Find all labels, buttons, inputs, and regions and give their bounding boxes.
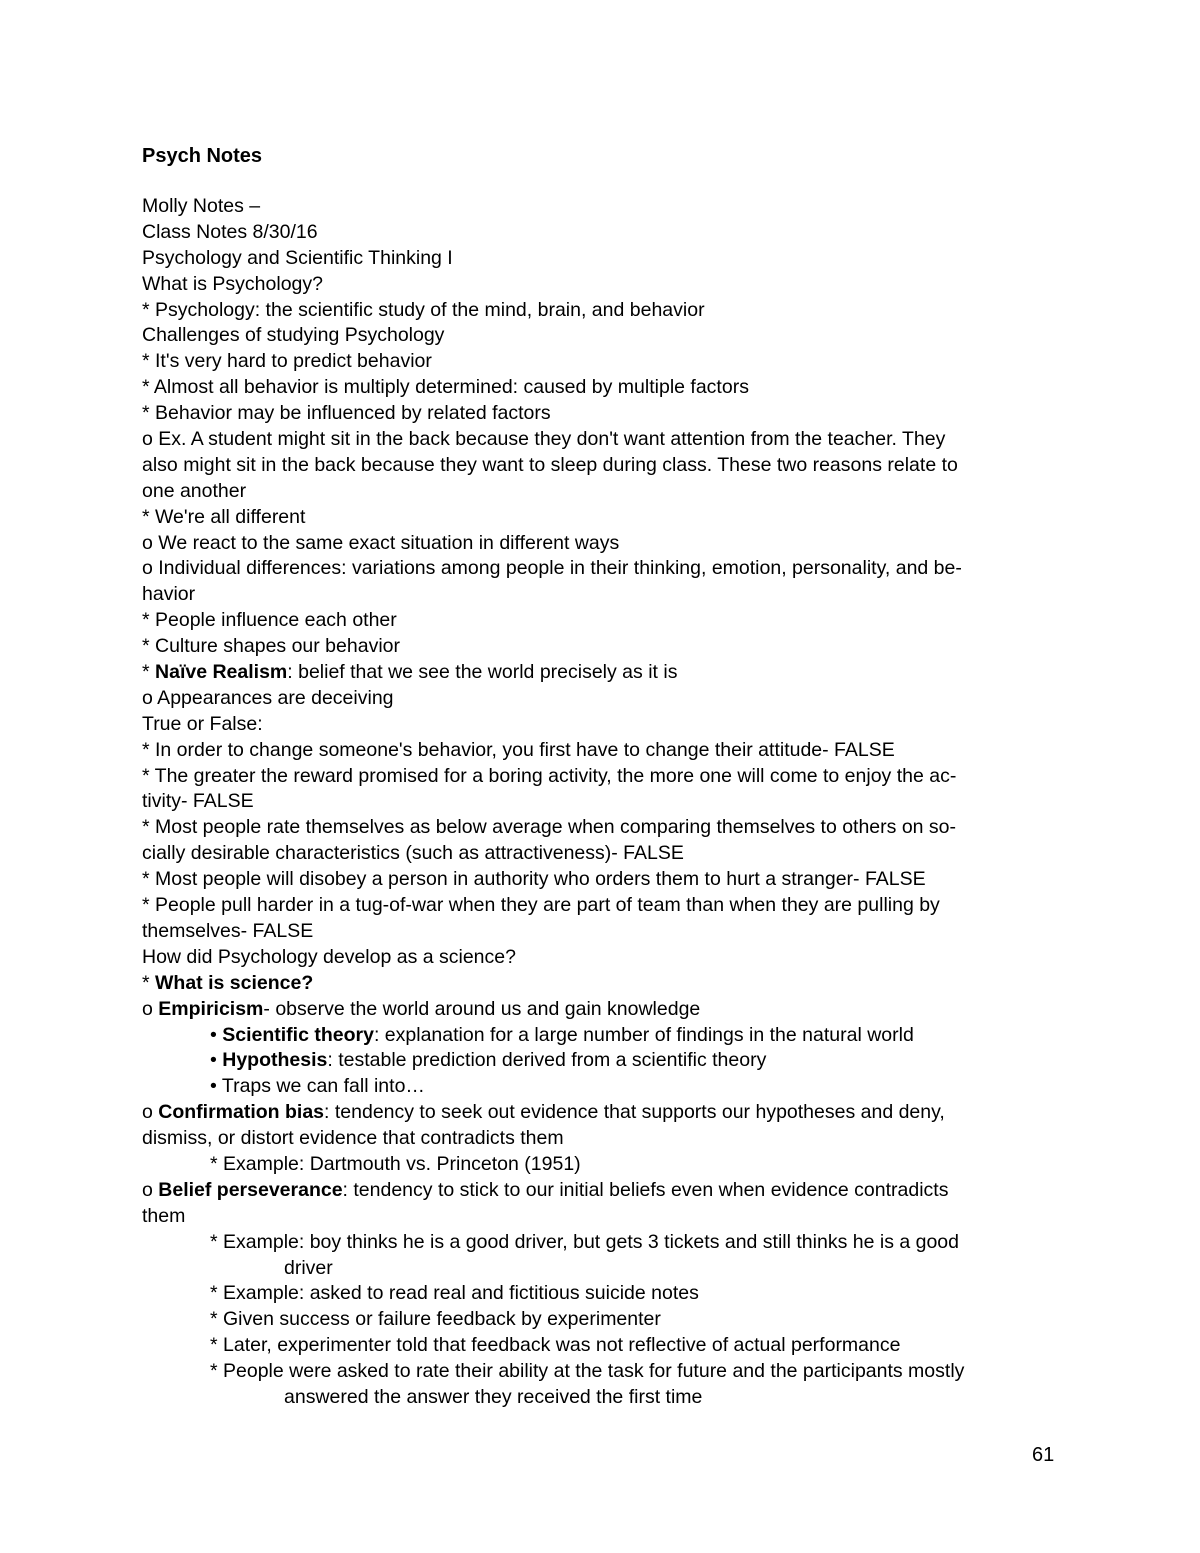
text-segment: •: [210, 1023, 223, 1046]
text-segment: * Psychology: the scientific study of the mind, brain, and behavior: [142, 298, 705, 321]
text-segment: *: [142, 661, 156, 684]
text-line: [142, 375, 1062, 401]
text-segment: True or False:: [142, 712, 263, 735]
bold-term: Scientific theory: [222, 1023, 374, 1046]
text-line: [142, 1359, 1062, 1385]
text-segment: o: [142, 997, 159, 1020]
text-line: [142, 401, 1062, 427]
text-segment: Psychology and Scientific Thinking I: [142, 246, 453, 269]
text-line: [142, 1307, 1062, 1333]
text-segment: o: [142, 1178, 159, 1201]
text-line: [142, 246, 1062, 272]
text-segment: havior: [142, 583, 196, 606]
text-line: [142, 349, 1062, 375]
text-line: [142, 1333, 1062, 1359]
text-line: [142, 686, 1062, 712]
text-line: [142, 1230, 1062, 1256]
text-segment: *: [142, 971, 156, 994]
text-segment: * Given success or failure feedback by experimenter: [210, 1308, 661, 1331]
text-line: [142, 608, 1062, 634]
text-segment: o Individual differences: variations among people in their thinking, emotion, personality, and be-: [142, 557, 962, 580]
text-segment: cially desirable characteristics (such as attractiveness)- FALSE: [142, 842, 684, 865]
text-segment: * It's very hard to predict behavior: [142, 350, 432, 373]
text-line: [142, 1048, 1062, 1074]
text-line: [142, 453, 1062, 479]
text-line: [142, 764, 1062, 790]
page-number: 61: [1032, 1444, 1055, 1466]
text-line: [142, 1100, 1062, 1126]
text-segment: * In order to change someone's behavior, you first have to change their attitude- FALSE: [142, 738, 895, 761]
text-line: [142, 505, 1062, 531]
text-segment: - observe the world around us and gain knowledge: [263, 997, 701, 1020]
text-segment: * The greater the reward promised for a boring activity, the more one will come to enjoy the ac-: [142, 764, 957, 787]
text-segment: Molly Notes –: [142, 195, 261, 217]
text-segment: • Traps we can fall into…: [210, 1075, 425, 1098]
text-line: [142, 479, 1062, 505]
text-line: [142, 893, 1062, 919]
text-segment: * Most people will disobey a person in authority who orders them to hurt a stranger- FALSE: [142, 868, 926, 891]
text-segment: : belief that we see the world precisely as it is: [287, 661, 678, 684]
text-line: [142, 220, 1062, 246]
text-segment: o: [142, 1101, 159, 1124]
text-line: [142, 531, 1062, 557]
text-segment: : explanation for a large number of findings in the natural world: [373, 1023, 914, 1046]
text-line: [142, 945, 1062, 971]
text-line: [142, 1152, 1062, 1178]
text-line: [142, 323, 1062, 349]
text-line: [142, 1074, 1062, 1100]
text-line: [142, 971, 1062, 997]
text-line: [142, 815, 1062, 841]
text-segment: * Example: asked to read real and fictitious suicide notes: [210, 1282, 699, 1305]
text-line: [142, 427, 1062, 453]
text-line: [142, 1385, 1062, 1411]
text-line: [142, 867, 1062, 893]
text-line: [142, 1178, 1062, 1204]
bold-term: Naïve Realism: [155, 661, 288, 684]
text-segment: * People influence each other: [142, 609, 397, 632]
text-segment: them: [142, 1204, 186, 1227]
text-segment: * Culture shapes our behavior: [142, 635, 400, 658]
text-line: [142, 1023, 1062, 1049]
text-segment: How did Psychology develop as a science?: [142, 945, 516, 968]
text-line: [142, 997, 1062, 1023]
text-line: [142, 738, 1062, 764]
text-segment: o Appearances are deceiving: [142, 686, 394, 709]
text-segment: driver: [284, 1256, 333, 1279]
text-segment: * Later, experimenter told that feedback was not reflective of actual performance: [210, 1334, 901, 1357]
bold-term: Hypothesis: [222, 1049, 328, 1072]
text-line: [142, 1281, 1062, 1307]
text-line: [142, 919, 1062, 945]
text-segment: * Example: Dartmouth vs. Princeton (1951): [210, 1152, 581, 1175]
text-line: [142, 556, 1062, 582]
text-line: [142, 272, 1062, 298]
text-line: [142, 841, 1062, 867]
text-segment: * People pull harder in a tug-of-war when they are part of team than when they are pulling by: [142, 894, 940, 917]
text-line: [142, 1256, 1062, 1282]
text-segment: * People were asked to rate their ability at the task for future and the participants mostly: [210, 1360, 965, 1383]
text-segment: Challenges of studying Psychology: [142, 324, 445, 347]
text-segment: tivity- FALSE: [142, 790, 254, 813]
text-segment: Class Notes 8/30/16: [142, 220, 318, 243]
text-segment: dismiss, or distort evidence that contradicts them: [142, 1127, 564, 1150]
text-segment: * Behavior may be influenced by related factors: [142, 402, 551, 425]
text-segment: * We're all different: [142, 505, 306, 528]
text-line: [142, 1126, 1062, 1152]
text-line: [142, 789, 1062, 815]
text-segment: also might sit in the back because they want to sleep during class. These two reasons relate to: [142, 453, 958, 476]
document-body: [142, 194, 1062, 1411]
text-segment: •: [210, 1049, 223, 1072]
text-segment: answered the answer they received the first time: [284, 1385, 703, 1408]
text-segment: o We react to the same exact situation in different ways: [142, 531, 620, 554]
bold-term: Empiricism: [158, 997, 264, 1020]
text-line: [142, 582, 1062, 608]
text-segment: * Almost all behavior is multiply determined: caused by multiple factors: [142, 376, 749, 399]
text-line: [142, 712, 1062, 738]
text-segment: : tendency to seek out evidence that supports our hypotheses and deny,: [324, 1101, 945, 1124]
document-title: Psych Notes: [142, 145, 263, 167]
text-segment: : tendency to stick to our initial beliefs even when evidence contradicts: [342, 1178, 949, 1201]
text-line: [142, 194, 1062, 220]
text-segment: one another: [142, 479, 247, 502]
bold-term: What is science?: [155, 971, 314, 994]
text-segment: * Example: boy thinks he is a good driver, but gets 3 tickets and still thinks he is a good: [210, 1230, 959, 1253]
text-line: [142, 660, 1062, 686]
text-line: [142, 298, 1062, 324]
text-segment: : testable prediction derived from a scientific theory: [327, 1049, 767, 1072]
text-line: [142, 1204, 1062, 1230]
text-segment: themselves- FALSE: [142, 919, 314, 942]
text-line: [142, 634, 1062, 660]
text-segment: * Most people rate themselves as below average when comparing themselves to others on so-: [142, 816, 957, 839]
bold-term: Belief perseverance: [158, 1178, 343, 1201]
text-segment: What is Psychology?: [142, 272, 323, 295]
bold-term: Confirmation bias: [158, 1101, 325, 1124]
text-segment: o Ex. A student might sit in the back because they don't want attention from the teacher. They: [142, 428, 946, 451]
